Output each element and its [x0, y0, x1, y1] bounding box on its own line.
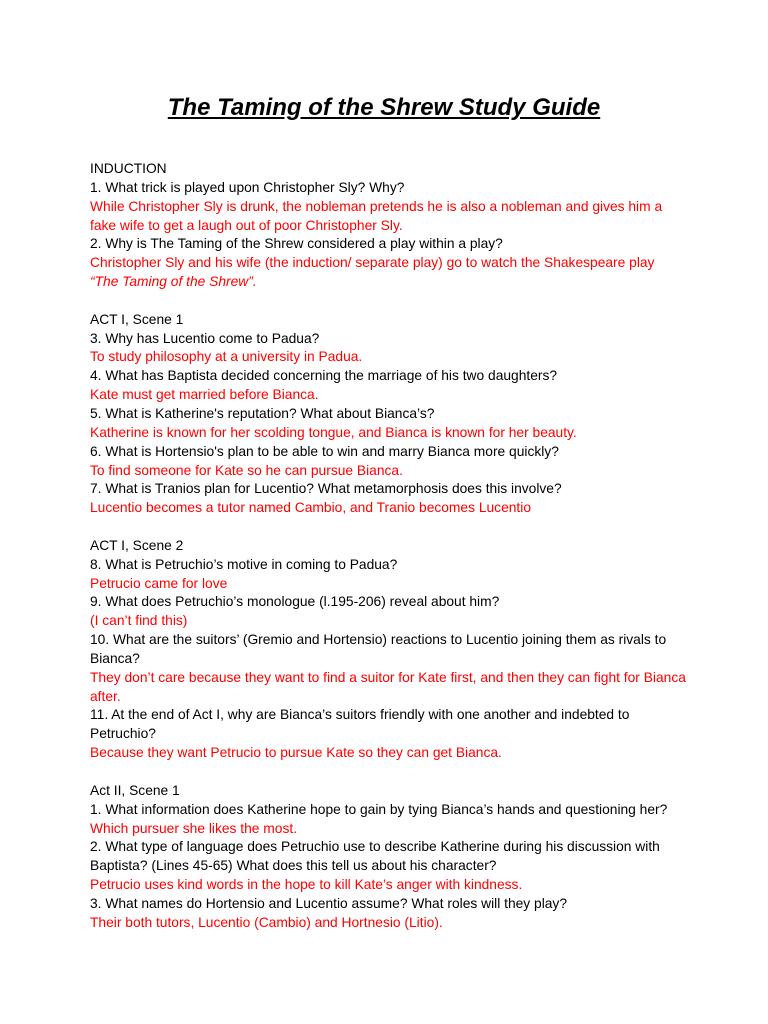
- question-text: 8. What is Petruchio’s motive in coming to Padua?: [90, 556, 398, 572]
- answer-text: Christopher Sly and his wife (the induction/ separate play) go to watch the Shakespeare play: [90, 255, 655, 271]
- section-heading: INDUCTION: [90, 161, 167, 176]
- question-text: 10. What are the suitors’ (Gremio and Hortensio) reactions to Lucentio joining them as rivals to Bianca?: [90, 632, 667, 666]
- question-text: 2. Why is The Taming of the Shrew considered a play within a play?: [90, 236, 503, 252]
- section: [90, 782, 690, 933]
- question-text: 1. What information does Katherine hope to gain by tying Bianca’s hands and questioning her?: [90, 801, 668, 817]
- answer-text: Which pursuer she likes the most.: [90, 820, 298, 836]
- question-text: 5. What is Katherine's reputation? What about Bianca’s?: [90, 405, 435, 421]
- question-text: 3. What names do Hortensio and Lucentio assume? What roles will they play?: [90, 895, 568, 911]
- answer-text: While Christopher Sly is drunk, the nobleman pretends he is also a nobleman and gives him a fake wife to get a laugh out of poor Christopher Sly.: [90, 198, 663, 233]
- question-text: 2. What type of language does Petruchio use to describe Katherine during his discussion with Baptista? (Lines 45-65) What does this tell us about his character?: [90, 839, 660, 874]
- section-heading: Act II, Scene 1: [90, 782, 180, 798]
- answer-text: Petrucio uses kind words in the hope to kill Kate’s anger with kindness.: [90, 877, 523, 893]
- question-text: 11. At the end of Act I, why are Bianca’s suitors friendly with one another and indebted to Petruchio?: [90, 707, 630, 742]
- question-text: 4. What has Baptista decided concerning the marriage of his two daughters?: [90, 368, 558, 384]
- section-heading: ACT I, Scene 2: [90, 537, 184, 553]
- answer-text: Petrucio came for love: [90, 575, 228, 591]
- answer-text: To study philosophy at a university in Padua.: [90, 349, 363, 365]
- answer-text: To find someone for Kate so he can pursue Bianca.: [90, 462, 403, 478]
- answer-text: Katherine is known for her scolding tongue, and Bianca is known for her beauty.: [90, 424, 577, 440]
- question-text: 6. What is Hortensio's plan to be able to win and marry Bianca more quickly?: [90, 443, 559, 459]
- answer-text: They don’t care because they want to find a suitor for Kate first, and then they can fight for Bianca after.: [90, 669, 686, 704]
- question-text: 9. What does Petruchio’s monologue (l.195-206) reveal about him?: [90, 594, 500, 610]
- answer-text: Kate must get married before Bianca.: [90, 387, 319, 403]
- document-title: The Taming of the Shrew Study Guide: [167, 94, 601, 121]
- question-text: 7. What is Tranios plan for Lucentio? What metamorphosis does this involve?: [90, 481, 562, 497]
- question-text: 1. What trick is played upon Christopher Sly? Why?: [90, 179, 405, 195]
- document-body: [90, 160, 690, 951]
- answer-text: Lucentio becomes a tutor named Cambio, and Tranio becomes Lucentio: [90, 500, 531, 516]
- question-text: 3. Why has Lucentio come to Padua?: [90, 330, 320, 346]
- section: [90, 537, 690, 763]
- answer-text: (I can’t find this): [90, 613, 188, 629]
- answer-text: “The Taming of the Shrew”.: [90, 274, 257, 290]
- answer-text: Because they want Petrucio to pursue Kate so they can get Bianca.: [90, 745, 502, 761]
- answer-text: Their both tutors, Lucentio (Cambio) and Hortnesio (Litio).: [90, 914, 443, 930]
- section-heading: ACT I, Scene 1: [90, 311, 184, 327]
- section: [90, 160, 690, 292]
- section: [90, 311, 690, 518]
